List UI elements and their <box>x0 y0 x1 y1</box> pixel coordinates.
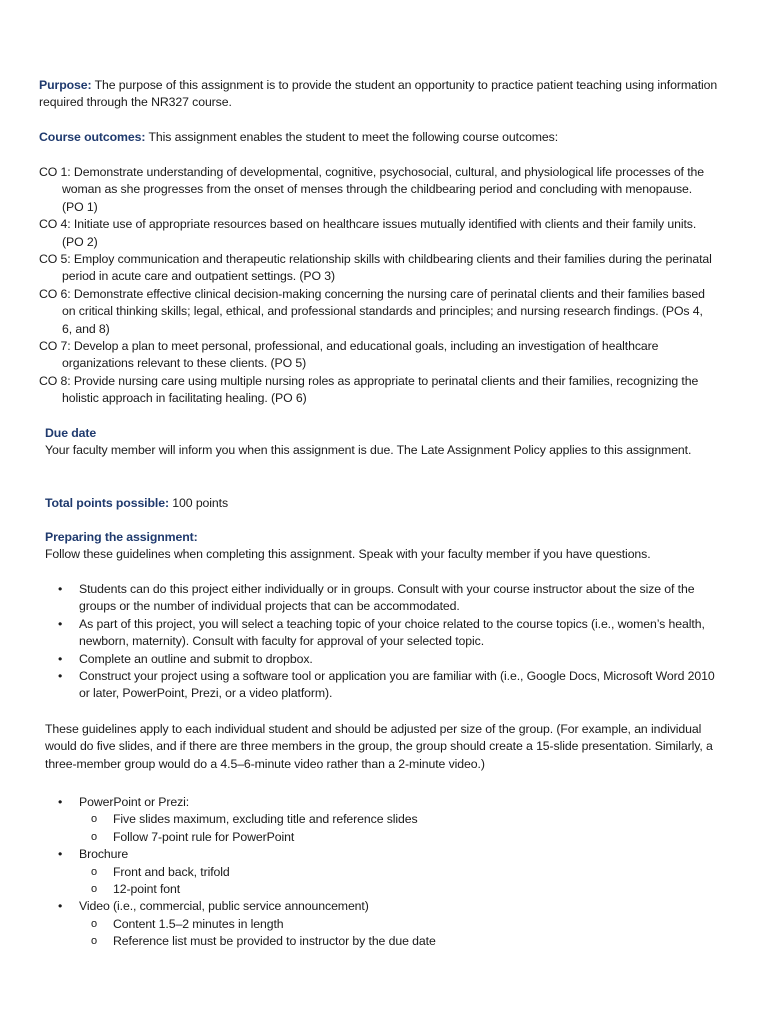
format-sublist <box>79 811 725 846</box>
purpose-paragraph <box>39 77 729 112</box>
format-sublist <box>79 864 725 899</box>
format-subitem: o Reference list must be provided to instructor by the due date <box>79 933 725 950</box>
format-name: Brochure <box>79 847 129 862</box>
outcome-item: CO 7: Develop a plan to meet personal, professional, and educational goals, including an investigation of healthcare organizations relevant to these clients. (PO 5) <box>39 339 659 371</box>
outcome-item: CO 8: Provide nursing care using multiple nursing roles as appropriate to perinatal clients and their families, recognizing the holistic approach in facilitating healing. (PO 6) <box>39 373 699 406</box>
format-subitem: o Content 1.5–2 minutes in length <box>79 916 725 933</box>
format-name: PowerPoint or Prezi: <box>79 795 190 809</box>
purpose-text: The purpose of this assignment is to provide the student an opportunity to practice patient teaching using information required through the NR327 course. <box>39 78 718 110</box>
outcomes-list <box>39 164 715 408</box>
purpose-label: Purpose: <box>39 78 92 92</box>
due-date-section <box>45 425 725 460</box>
format-item <box>45 898 725 950</box>
format-name: Video (i.e., commercial, public service announcement) <box>79 899 369 914</box>
preparing-intro: Follow these guidelines when completing this assignment. Speak with your faculty member if you have questions. <box>45 547 651 562</box>
due-date-heading: Due date <box>45 426 97 440</box>
outcomes-label: Course outcomes: <box>39 130 146 144</box>
preparing-heading: Preparing the assignment: <box>45 530 198 544</box>
outcome-item: CO 4: Initiate use of appropriate resources based on healthcare issues mutually identified with clients and their family units. (PO 2) <box>39 217 697 249</box>
list-item: • Complete an outline and submit to dropbox. <box>45 651 725 668</box>
outcomes-paragraph <box>39 129 729 146</box>
outcome-item: CO 5: Employ communication and therapeutic relationship skills with childbearing clients and their families during the perinatal period in acute care and outpatient settings. (PO 3) <box>39 252 712 284</box>
list-item: • Students can do this project either individually or in groups. Consult with your course instructor about the size of the groups or the number of individual projects that can be accommodated. <box>45 581 725 616</box>
points-paragraph <box>45 495 725 512</box>
format-list <box>45 794 725 951</box>
outcome-item: CO 1: Demonstrate understanding of developmental, cognitive, psychosocial, cultural, and physiological life processes of the woman as she progresses from the onset of menses through the childbearing period and concluding with menopause. (PO 1) <box>39 165 704 214</box>
preparing-bullets <box>45 581 725 703</box>
outcomes-text: This assignment enables the student to meet the following course outcomes: <box>145 130 559 144</box>
format-item <box>45 846 725 898</box>
list-item: • As part of this project, you will select a teaching topic of your choice related to the course topics (i.e., women’s health, newborn, maternity). Consult with faculty for approval of your selected topic. <box>45 616 725 651</box>
points-value: 100 points <box>168 496 229 510</box>
points-label: Total points possible: <box>45 496 169 510</box>
outcome-item: CO 6: Demonstrate effective clinical decision-making concerning the nursing care of perinatal clients and their families based on critical thinking skills; legal, ethical, and professional standards and principles; and nursing research findings. (POs 4, 6, and 8) <box>39 286 705 336</box>
format-subitem: o Five slides maximum, excluding title and reference slides <box>79 811 725 828</box>
format-subitem: o Front and back, trifold <box>79 864 725 881</box>
due-date-text: Your faculty member will inform you when this assignment is due. The Late Assignment Policy applies to this assignment. <box>45 443 692 458</box>
format-item <box>45 794 725 846</box>
format-sublist <box>79 916 725 951</box>
list-item: • Construct your project using a software tool or application you are familiar with (i.e., Google Docs, Microsoft Word 2010 or later, PowerPoint, Prezi, or a video platform). <box>45 668 725 703</box>
preparing-section <box>45 529 725 564</box>
guidelines-paragraph: These guidelines apply to each individual student and should be adjusted per size of the group. (For example, an individual would do five slides, and if there are three members in the group, the group should create a 15-slide presentation. Similarly, a three-member group would do a 4.5–6-minute video rather than a 2-minute video.) <box>45 722 713 771</box>
format-subitem: o 12-point font <box>79 881 725 898</box>
format-subitem: o Follow 7-point rule for PowerPoint <box>79 829 725 846</box>
